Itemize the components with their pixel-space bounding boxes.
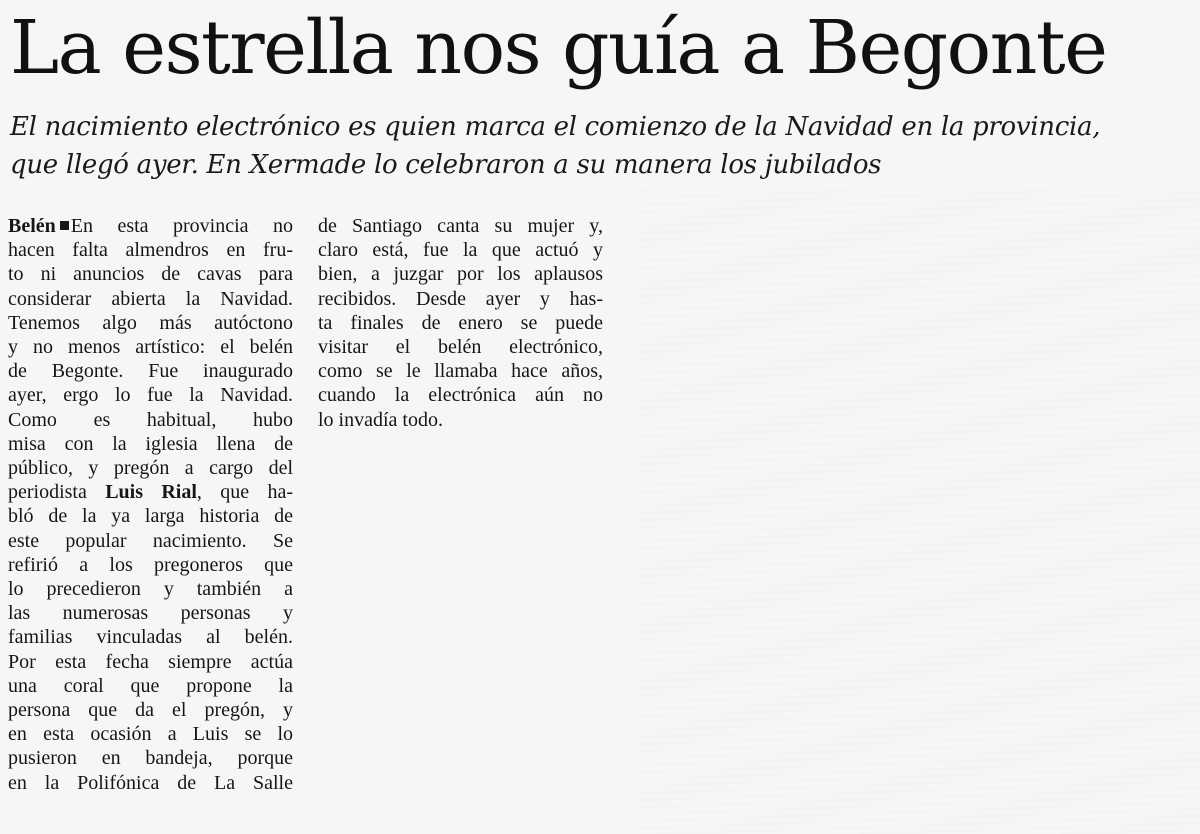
body-line: persona que da el pregón, y bbox=[8, 699, 293, 722]
subheadline bbox=[10, 108, 1100, 184]
body-line: bló de la ya larga historia de bbox=[8, 505, 293, 528]
body-line: to ni anuncios de cavas para bbox=[8, 263, 293, 286]
body-line: este popular nacimiento. Se bbox=[8, 529, 293, 552]
body-line: cuando la electrónica aún no bbox=[318, 384, 603, 407]
body-line: una coral que propone la bbox=[8, 674, 293, 697]
body-line: misa con la iglesia llena de bbox=[8, 432, 293, 455]
body-line: familias vinculadas al belén. bbox=[8, 626, 293, 649]
body-line: lo precedieron y también a bbox=[8, 578, 293, 601]
body-line: hacen falta almendros en fru- bbox=[8, 239, 293, 262]
body-line: bien, a juzgar por los aplausos bbox=[318, 263, 603, 286]
body-line: ta finales de enero se puede bbox=[318, 311, 603, 334]
body-line: y no menos artístico: el belén bbox=[8, 336, 293, 359]
paper-texture bbox=[640, 190, 1200, 834]
lead-word: Belén bbox=[8, 215, 56, 237]
headline: La estrella nos guía a Begonte bbox=[10, 5, 1107, 91]
body-line: visitar el belén electrónico, bbox=[318, 336, 603, 359]
body-line bbox=[8, 480, 293, 504]
body-line: ayer, ergo lo fue la Navidad. bbox=[8, 384, 293, 407]
body-line: refirió a los pregoneros que bbox=[8, 553, 293, 576]
body-line: en la Polifónica de La Salle bbox=[8, 771, 293, 794]
body-line: Como es habitual, hubo bbox=[8, 408, 293, 431]
subhead-line: que llegó ayer. En Xermade lo celebraron a su manera los jubilados bbox=[10, 150, 882, 180]
body-line: como se le llamaba hace años, bbox=[318, 360, 603, 383]
body-line-text: En esta provincia no bbox=[70, 215, 293, 237]
body-column-2 bbox=[318, 214, 603, 432]
body-line: recibidos. Desde ayer y has- bbox=[318, 287, 603, 310]
body-line: considerar abierta la Navidad. bbox=[8, 287, 293, 310]
body-line: lo invadía todo. bbox=[318, 408, 443, 431]
body-line: público, y pregón a cargo del bbox=[8, 457, 293, 480]
body-line: las numerosas personas y bbox=[8, 602, 293, 625]
body-line: pusieron en bandeja, porque bbox=[8, 747, 293, 770]
body-line-text: , que ha- bbox=[196, 481, 294, 504]
section-square-icon bbox=[60, 221, 69, 230]
body-line: Por esta fecha siempre actúa bbox=[8, 650, 293, 673]
person-name: Luis Rial bbox=[105, 481, 197, 504]
body-line-text: periodista bbox=[8, 481, 87, 504]
body-line: de Santiago canta su mujer y, bbox=[318, 215, 603, 237]
subhead-line: El nacimiento electrónico es quien marca el comienzo de la Navidad en la provincia, bbox=[10, 112, 1101, 142]
body-line: claro está, fue la que actuó y bbox=[318, 239, 603, 262]
body-line bbox=[8, 214, 293, 238]
body-column-1 bbox=[8, 214, 293, 795]
body-line: en esta ocasión a Luis se lo bbox=[8, 723, 293, 746]
body-line: de Begonte. Fue inaugurado bbox=[8, 360, 293, 383]
body-line: Tenemos algo más autóctono bbox=[8, 311, 293, 334]
